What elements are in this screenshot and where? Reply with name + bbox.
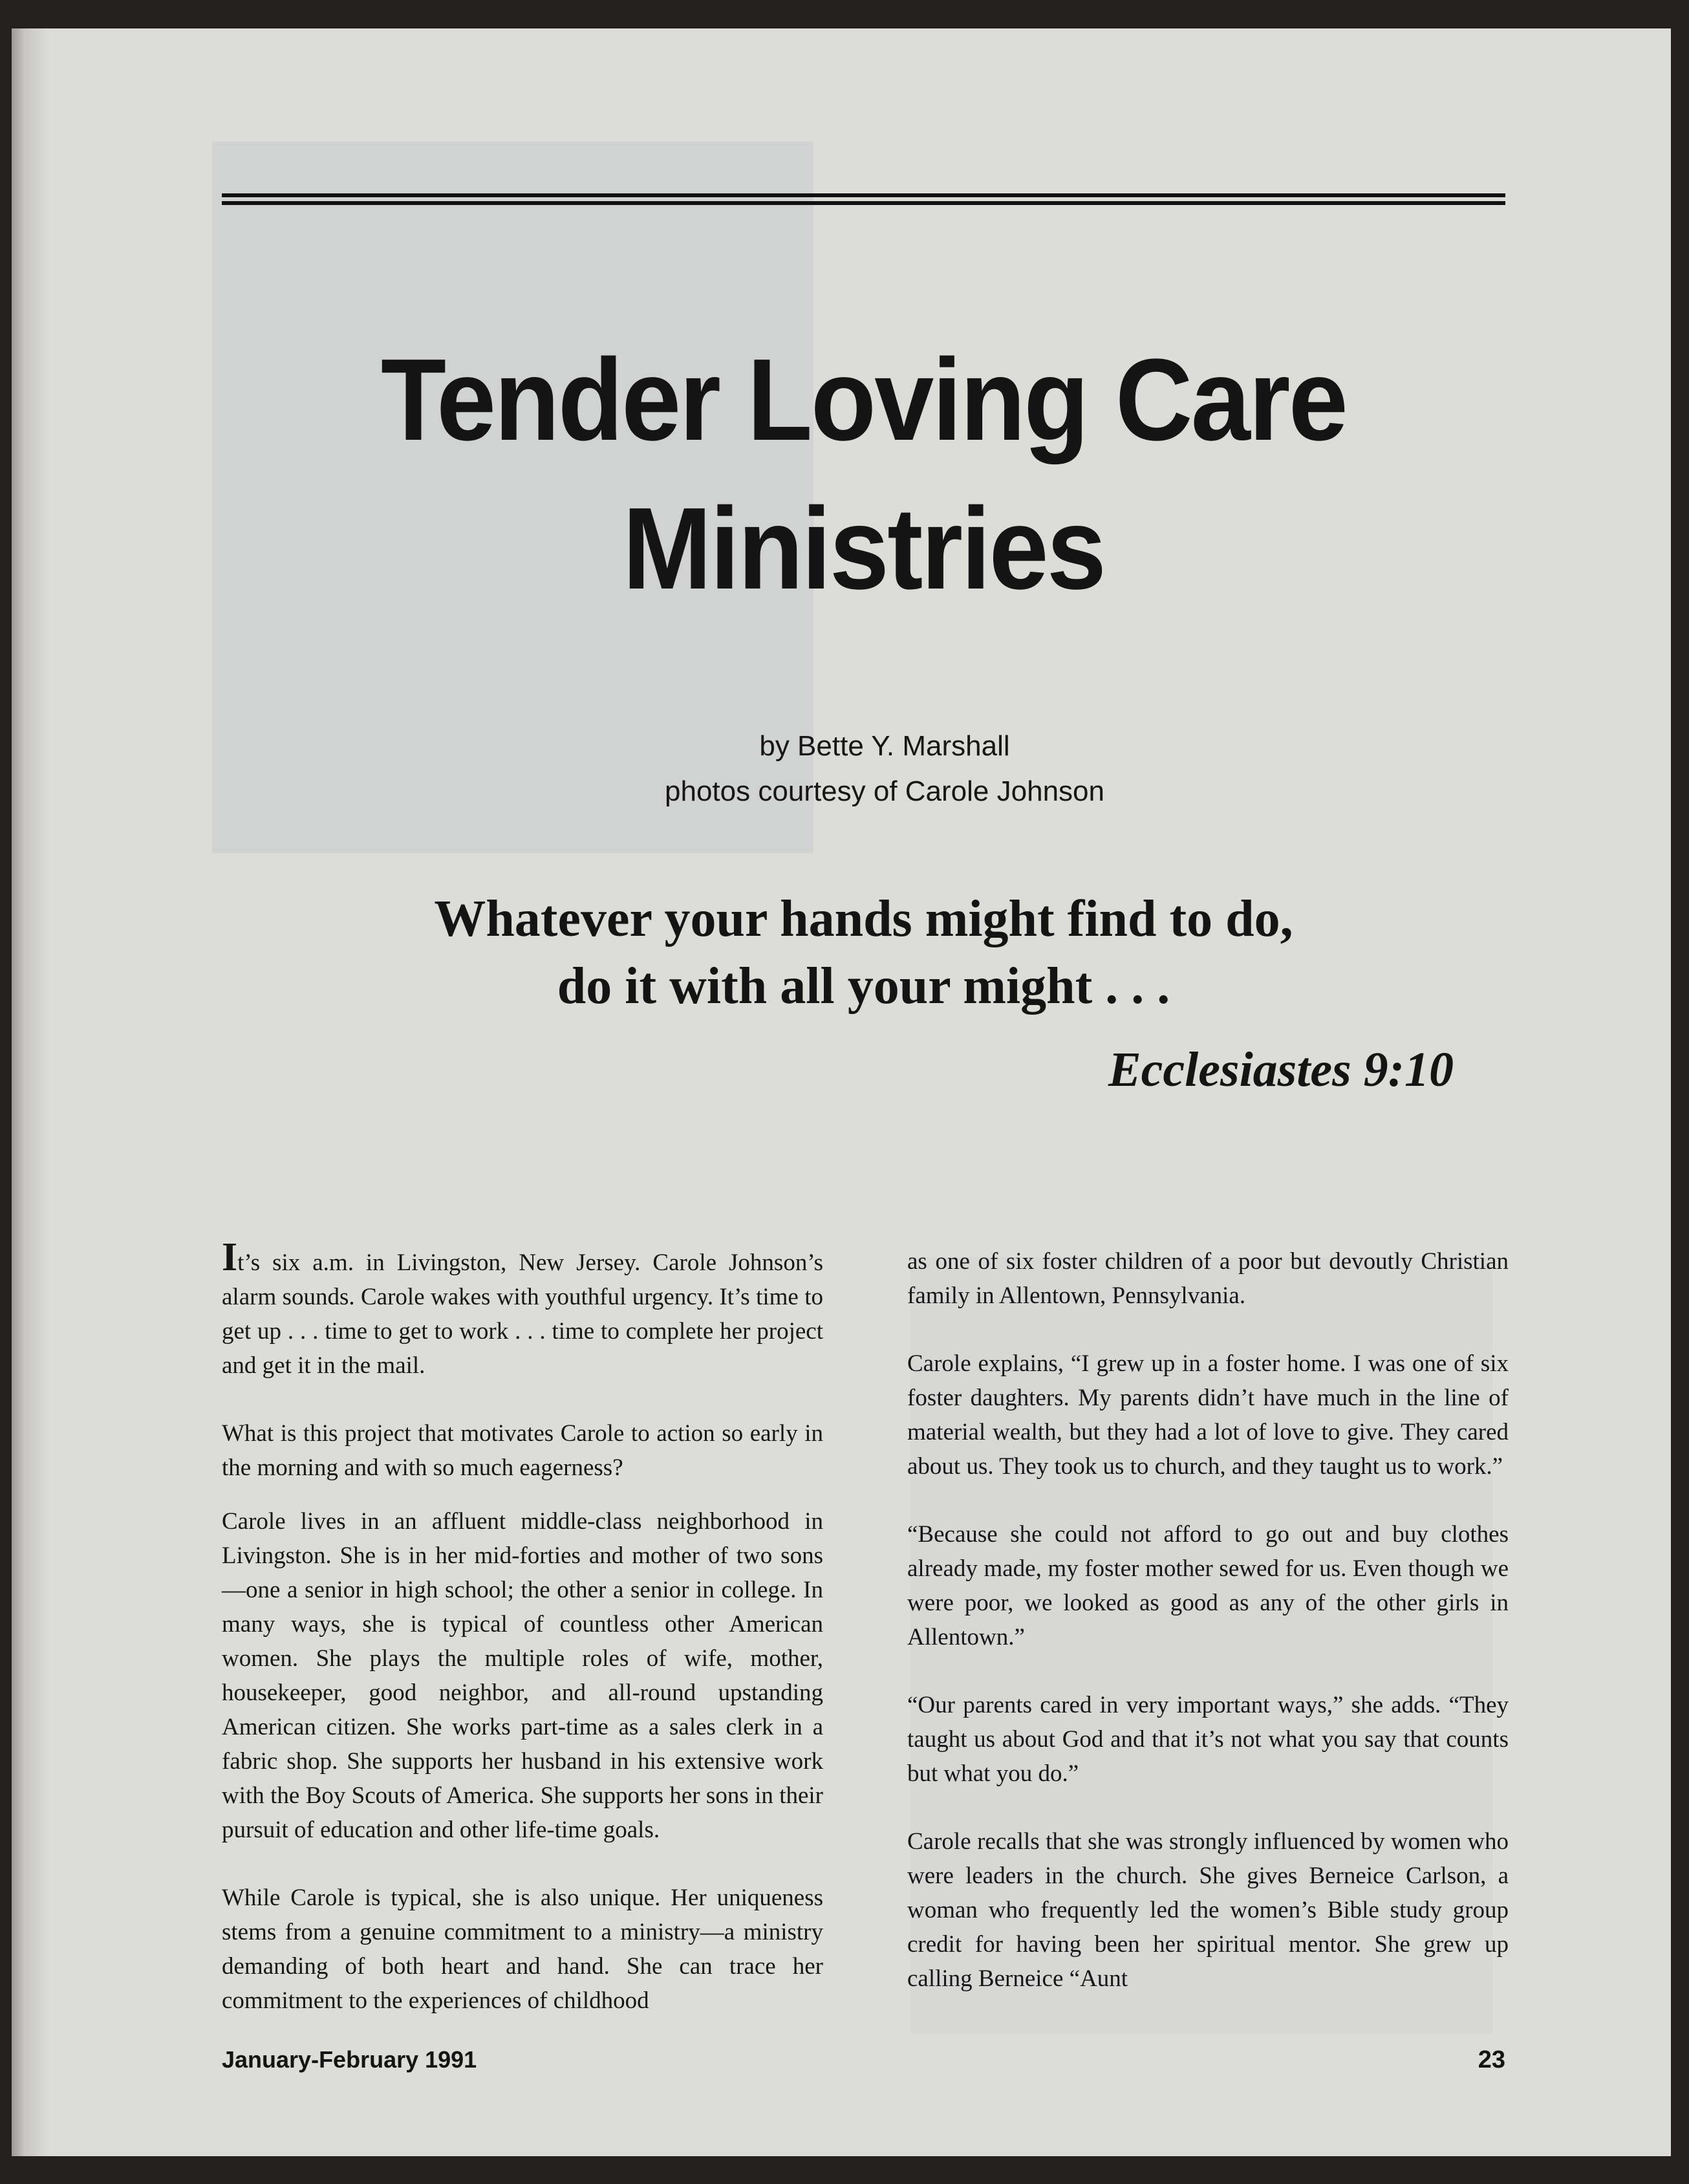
drop-cap: I [222, 1235, 238, 1279]
body-paragraph [222, 1235, 823, 1383]
body-paragraph: as one of six foster children of a poor but devoutly Christian family in Allentown, Pennsylvania. [907, 1248, 1509, 1309]
magazine-page [12, 28, 1671, 2156]
body-paragraph: Carole explains, “I grew up in a foster home. I was one of six foster daughters. My parents didn’t have much in the line of material wealth, but they had a lot of love to give. They cared about us. They took us to church, and they taught us to work.” [907, 1350, 1509, 1480]
epigraph [222, 885, 1505, 1020]
body-paragraph: Carole lives in an affluent middle-class neighborhood in Livingston. She is in her mid-forties and mother of two sons—one a senior in high school; the other a senior in college. In many ways, she is typical of countless other American women. She plays the multiple roles of wife, mother, housekeeper, good neighbor, and all-round upstanding American citizen. She works part-time as a sales clerk in a fabric shop. She supports her husband in his extensive work with the Boy Scouts of America. She supports her sons in their pursuit of education and other life-time goals. [222, 1508, 823, 1843]
epigraph-line: do it with all your might . . . [557, 958, 1170, 1015]
body-paragraph: What is this project that motivates Carole to action so early in the morning and with so much eagerness? [222, 1420, 823, 1481]
binding-shadow [12, 28, 49, 2156]
article-title [273, 326, 1454, 623]
byline-block [561, 724, 1208, 814]
body-paragraph: “Because she could not afford to go out and buy clothes already made, my foster mother sewed for us. Even though we were poor, we looked as good as any of the other girls in Allentown.” [907, 1521, 1509, 1650]
body-column-right [907, 1244, 1509, 1996]
photo-credit: photos courtesy of Carole Johnson [665, 775, 1104, 807]
body-paragraph: “Our parents cared in very important ways,” she adds. “They taught us about God and that it’s not what you say that counts but what you do.” [907, 1692, 1509, 1787]
epigraph-line: Whatever your hands might find to do, [434, 891, 1293, 947]
body-paragraph: Carole recalls that she was strongly influenced by women who were leaders in the church. She gives Berneice Carlson, a woman who frequently led the women’s Bible study group credit for having been her spiritual mentor. She grew up calling Berneice “Aunt [907, 1828, 1509, 1992]
title-line: Ministries [622, 484, 1105, 614]
paragraph-text: t’s six a.m. in Livingston, New Jersey. Carole Johnson’s alarm sounds. Carole wakes with youthful urgency. It’s time to get up . . . time to get to work . . . time to complete her project and get it in the mail. [222, 1249, 823, 1379]
body-paragraph: While Carole is typical, she is also unique. Her uniqueness stems from a genuine commitment to a ministry—a ministry demanding of both heart and hand. She can trace her commitment to the experiences of childhood [222, 1885, 823, 2014]
body-column-left [222, 1235, 823, 2018]
title-line: Tender Loving Care [380, 335, 1347, 465]
title-rule [222, 193, 1505, 205]
author-byline: by Bette Y. Marshall [759, 730, 1010, 762]
issue-date: January-February 1991 [222, 2046, 477, 2073]
page-number: 23 [1478, 2046, 1505, 2073]
epigraph-source: Ecclesiastes 9:10 [1108, 1043, 1454, 1097]
